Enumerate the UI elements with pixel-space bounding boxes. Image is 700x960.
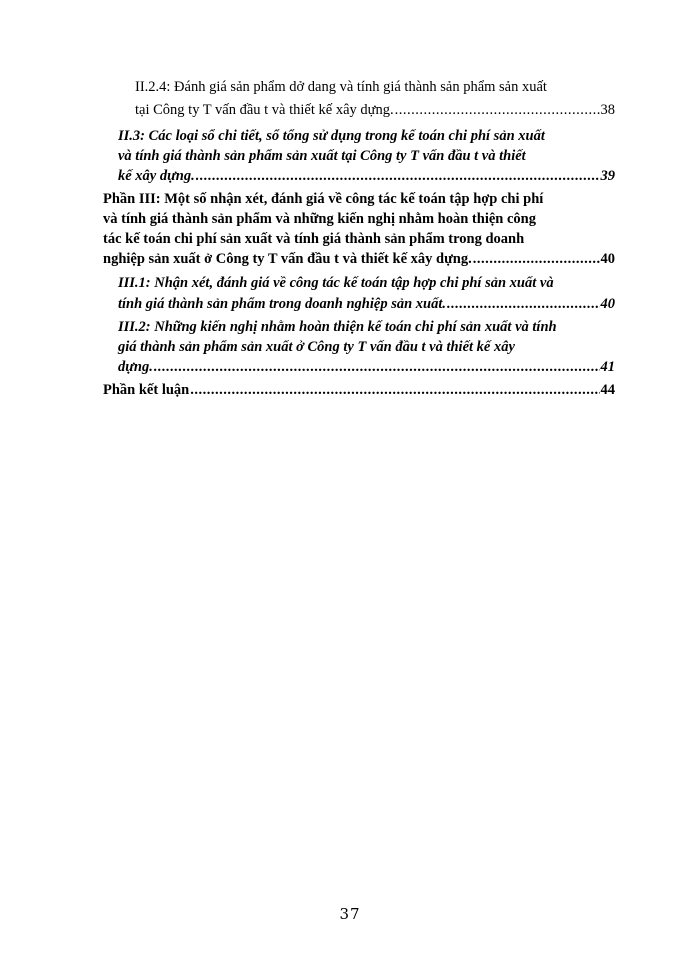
toc-entry-text: giá thành sản phẩm sản xuất ở Công ty T vấn đầu t và thiết kế xây	[118, 339, 515, 355]
toc-page-number: 40	[600, 296, 615, 312]
toc-entry-text: tại Công ty T vấn đầu t và thiết kế xây dựng.	[135, 102, 394, 118]
dot-leader	[190, 381, 599, 399]
toc-page-number: 38	[600, 102, 615, 118]
toc-leader-row	[118, 358, 615, 376]
toc-leader-row	[135, 101, 615, 119]
toc-entry-text: tác kế toán chi phí sản xuất và tính giá thành sản phẩm trong doanh	[103, 231, 525, 247]
toc-entry-text: dựng.	[118, 359, 153, 375]
toc-leader-row	[118, 167, 615, 185]
page-number: 37	[339, 905, 361, 923]
dot-leader	[447, 295, 600, 313]
toc-entry-text: và tính giá thành sản phẩm và những kiến nghị nhằm hoàn thiện công	[103, 211, 536, 227]
toc-entry-text: II.3: Các loại sổ chi tiết, sổ tổng sử dụng trong kế toán chi phí sản xuất	[118, 128, 545, 144]
toc-page-number: 41	[600, 359, 615, 375]
toc-entry-text: nghiệp sản xuất ở Công ty T vấn đầu t và thiết kế xây dựng.	[103, 251, 472, 267]
toc-leader-row	[118, 295, 615, 313]
dot-leader	[395, 101, 600, 119]
toc-page-number: 44	[600, 382, 615, 398]
toc-entry-text: II.2.4: Đánh giá sản phẩm dở dang và tính giá thành sản phẩm sản xuất	[135, 79, 547, 95]
toc-leader-row	[103, 381, 615, 399]
toc-entry-text: III.2: Những kiến nghị nhằm hoàn thiện kế toán chi phí sản xuất và tính	[118, 319, 557, 335]
toc-page-number: 39	[600, 168, 615, 184]
dot-leader	[154, 358, 600, 376]
dot-leader	[196, 167, 600, 185]
toc-entry-text: và tính giá thành sản phẩm sản xuất tại Công ty T vấn đầu t và thiết	[118, 148, 526, 164]
toc-entry-text: III.1: Nhận xét, đánh giá về công tác kế toán tập hợp chi phí sản xuất và	[118, 275, 554, 291]
dot-leader	[473, 250, 600, 268]
toc-entry-text: kế xây dựng.	[118, 168, 195, 184]
toc-entry-text: tính giá thành sản phẩm trong doanh nghiệp sản xuất.	[118, 296, 446, 312]
toc-entry-text: Phần III: Một số nhận xét, đánh giá về công tác kế toán tập hợp chi phí	[103, 191, 544, 207]
toc-entry-text: Phần kết luận	[103, 382, 190, 398]
toc-page-number: 40	[600, 251, 615, 267]
toc-leader-row	[103, 250, 615, 268]
